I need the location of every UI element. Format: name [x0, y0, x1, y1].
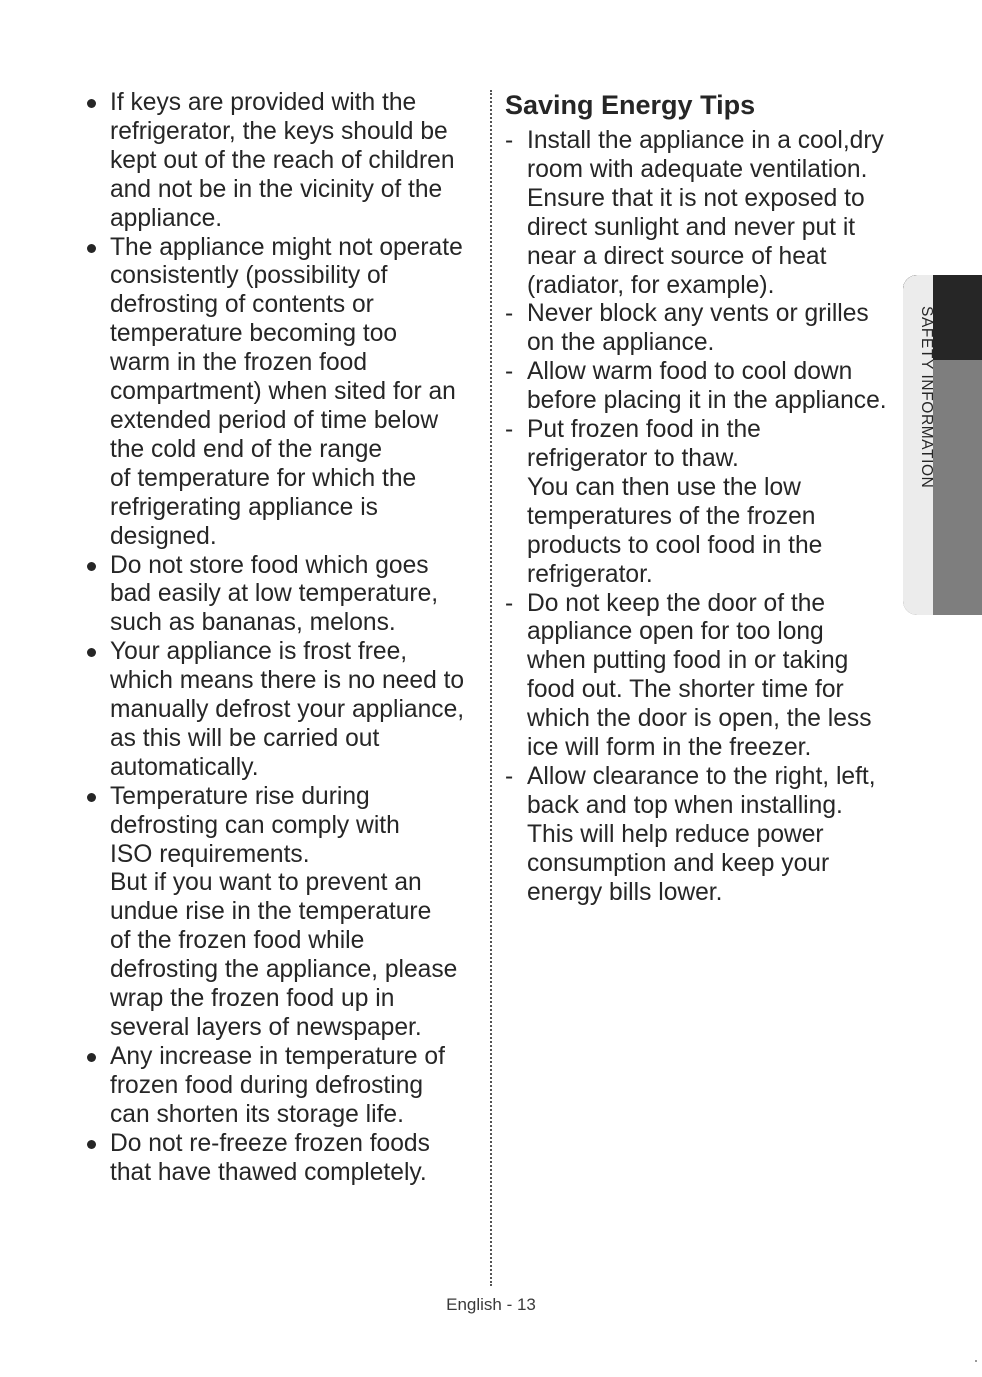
- tip-text-line: (radiator, for example).: [527, 271, 775, 299]
- dash-marker: -: [505, 127, 514, 154]
- tip-text-line: temperatures of the frozen: [527, 502, 816, 530]
- bullet-item: [86, 638, 486, 783]
- bullet-text-line: of temperature for which the: [110, 464, 417, 492]
- dash-marker: -: [505, 300, 514, 328]
- bullet-text-line: designed.: [110, 522, 217, 550]
- tip-text-line: Install the appliance in a cool,dry: [527, 127, 884, 154]
- tip-text-line: You can then use the low: [527, 473, 801, 501]
- bullet-text-line: frozen food during defrosting: [110, 1071, 424, 1099]
- column-divider: [490, 90, 492, 1286]
- bullet-text-line: Temperature rise during: [110, 782, 370, 810]
- bullet-text-line: appliance.: [110, 204, 223, 232]
- bullet-dot-icon: [87, 1140, 96, 1149]
- bullet-text-line: refrigerating appliance is: [110, 493, 378, 521]
- tip-text-line: which the door is open, the less: [527, 705, 872, 733]
- bullet-text-line: The appliance might not operate: [110, 233, 463, 261]
- bullet-text-line: Do not re-freeze frozen foods: [110, 1129, 430, 1157]
- tip-text-line: Never block any vents or grilles: [527, 300, 869, 328]
- tip-text-line: Ensure that it is not exposed to: [527, 184, 865, 212]
- bullet-text-line: wrap the frozen food up in: [110, 985, 395, 1013]
- bullet-text-line: as this will be carried out: [110, 724, 380, 752]
- energy-tip-item: [505, 416, 900, 589]
- tip-text-line: appliance open for too long: [527, 618, 824, 646]
- tip-text-line: before placing it in the appliance.: [527, 387, 887, 415]
- bullet-text-line: undue rise in the temperature: [110, 898, 432, 926]
- bullet-text-line: consistently (possibility of: [110, 262, 388, 290]
- tip-text-line: This will help reduce power: [527, 820, 824, 848]
- bullet-item: [86, 89, 486, 234]
- bullet-text-line: several layers of newspaper.: [110, 1014, 422, 1041]
- energy-tip-item: [505, 763, 900, 908]
- bullet-text-line: Do not store food which goes: [110, 551, 429, 579]
- bullet-dot-icon: [87, 244, 96, 253]
- bullet-text-line: compartment) when sited for an: [110, 378, 456, 406]
- bullet-text-line: But if you want to prevent an: [110, 869, 422, 897]
- bullet-text-line: manually defrost your appliance,: [110, 696, 465, 724]
- tip-text-line: Allow clearance to the right, left,: [527, 762, 876, 790]
- bullet-text-line: bad easily at low temperature,: [110, 580, 439, 608]
- bullet-text-line: Any increase in temperature of: [110, 1042, 445, 1070]
- bullet-text-line: can shorten its storage life.: [110, 1100, 404, 1128]
- bullet-text-line: temperature becoming too: [110, 320, 398, 348]
- energy-tip-item: [505, 358, 900, 416]
- bullet-text-line: ISO requirements.: [110, 840, 310, 868]
- energy-tip-item: [505, 590, 900, 763]
- energy-tips-list: [505, 127, 900, 907]
- tip-text-line: room with adequate ventilation.: [527, 155, 868, 183]
- bullet-text-line: extended period of time below: [110, 406, 439, 434]
- bullet-text-line: kept out of the reach of children: [110, 146, 455, 174]
- bullet-item: [86, 1130, 486, 1188]
- tip-text-line: refrigerator.: [527, 560, 653, 588]
- tip-text-line: Allow warm food to cool down: [527, 358, 853, 386]
- tip-text-line: energy bills lower.: [527, 878, 723, 906]
- bullet-text-line: Your appliance is frost free,: [110, 638, 408, 666]
- bullet-text-line: If keys are provided with the: [110, 89, 417, 116]
- tip-text-line: on the appliance.: [527, 329, 715, 357]
- bullet-dot-icon: [87, 99, 96, 108]
- bullet-dot-icon: [87, 1053, 96, 1062]
- safety-bullet-list: [86, 89, 486, 1187]
- dash-marker: -: [505, 358, 514, 386]
- page-mark: [975, 1360, 977, 1362]
- tip-text-line: Put frozen food in the: [527, 416, 761, 444]
- bullet-dot-icon: [87, 562, 96, 571]
- bullet-text-line: such as bananas, melons.: [110, 609, 396, 637]
- bullet-dot-icon: [87, 648, 96, 657]
- tip-text-line: when putting food in or taking: [527, 647, 849, 675]
- dash-marker: -: [505, 416, 514, 444]
- energy-tip-item: [505, 127, 900, 300]
- section-title: Saving Energy Tips: [505, 90, 756, 120]
- bullet-text-line: which means there is no need to: [110, 667, 465, 695]
- safety-information-tab[interactable]: [903, 275, 982, 615]
- bullet-text-line: warm in the frozen food: [110, 349, 367, 377]
- bullet-item: [86, 783, 486, 1043]
- bullet-item: [86, 552, 486, 639]
- bullet-text-line: defrosting can comply with: [110, 811, 400, 839]
- bullet-text-line: of the frozen food while: [110, 927, 365, 955]
- tip-text-line: consumption and keep your: [527, 849, 830, 877]
- bullet-text-line: defrosting the appliance, please: [110, 956, 458, 984]
- bullet-item: [86, 1043, 486, 1130]
- tab-label: SAFETY INFORMATION: [918, 306, 935, 489]
- bullet-dot-icon: [87, 793, 96, 802]
- tip-text-line: near a direct source of heat: [527, 242, 827, 270]
- tip-text-line: direct sunlight and never put it: [527, 213, 856, 241]
- tip-text-line: back and top when installing.: [527, 791, 843, 819]
- bullet-text-line: the cold end of the range: [110, 435, 383, 463]
- tip-text-line: refrigerator to thaw.: [527, 444, 739, 472]
- bullet-item: [86, 234, 486, 552]
- tip-text-line: products to cool food in the: [527, 531, 823, 559]
- tip-text-line: food out. The shorter time for: [527, 676, 844, 704]
- bullet-text-line: and not be in the vicinity of the: [110, 175, 443, 203]
- dash-marker: -: [505, 589, 514, 617]
- tip-text-line: ice will form in the freezer.: [527, 734, 812, 762]
- dash-marker: -: [505, 762, 514, 790]
- page-number: English - 13: [446, 1295, 536, 1314]
- bullet-text-line: defrosting of contents or: [110, 291, 374, 319]
- bullet-text-line: refrigerator, the keys should be: [110, 117, 448, 145]
- bullet-text-line: automatically.: [110, 753, 259, 781]
- bullet-text-line: that have thawed completely.: [110, 1158, 427, 1186]
- saving-energy-section: [505, 88, 900, 907]
- energy-tip-item: [505, 300, 900, 358]
- tip-text-line: Do not keep the door of the: [527, 589, 826, 617]
